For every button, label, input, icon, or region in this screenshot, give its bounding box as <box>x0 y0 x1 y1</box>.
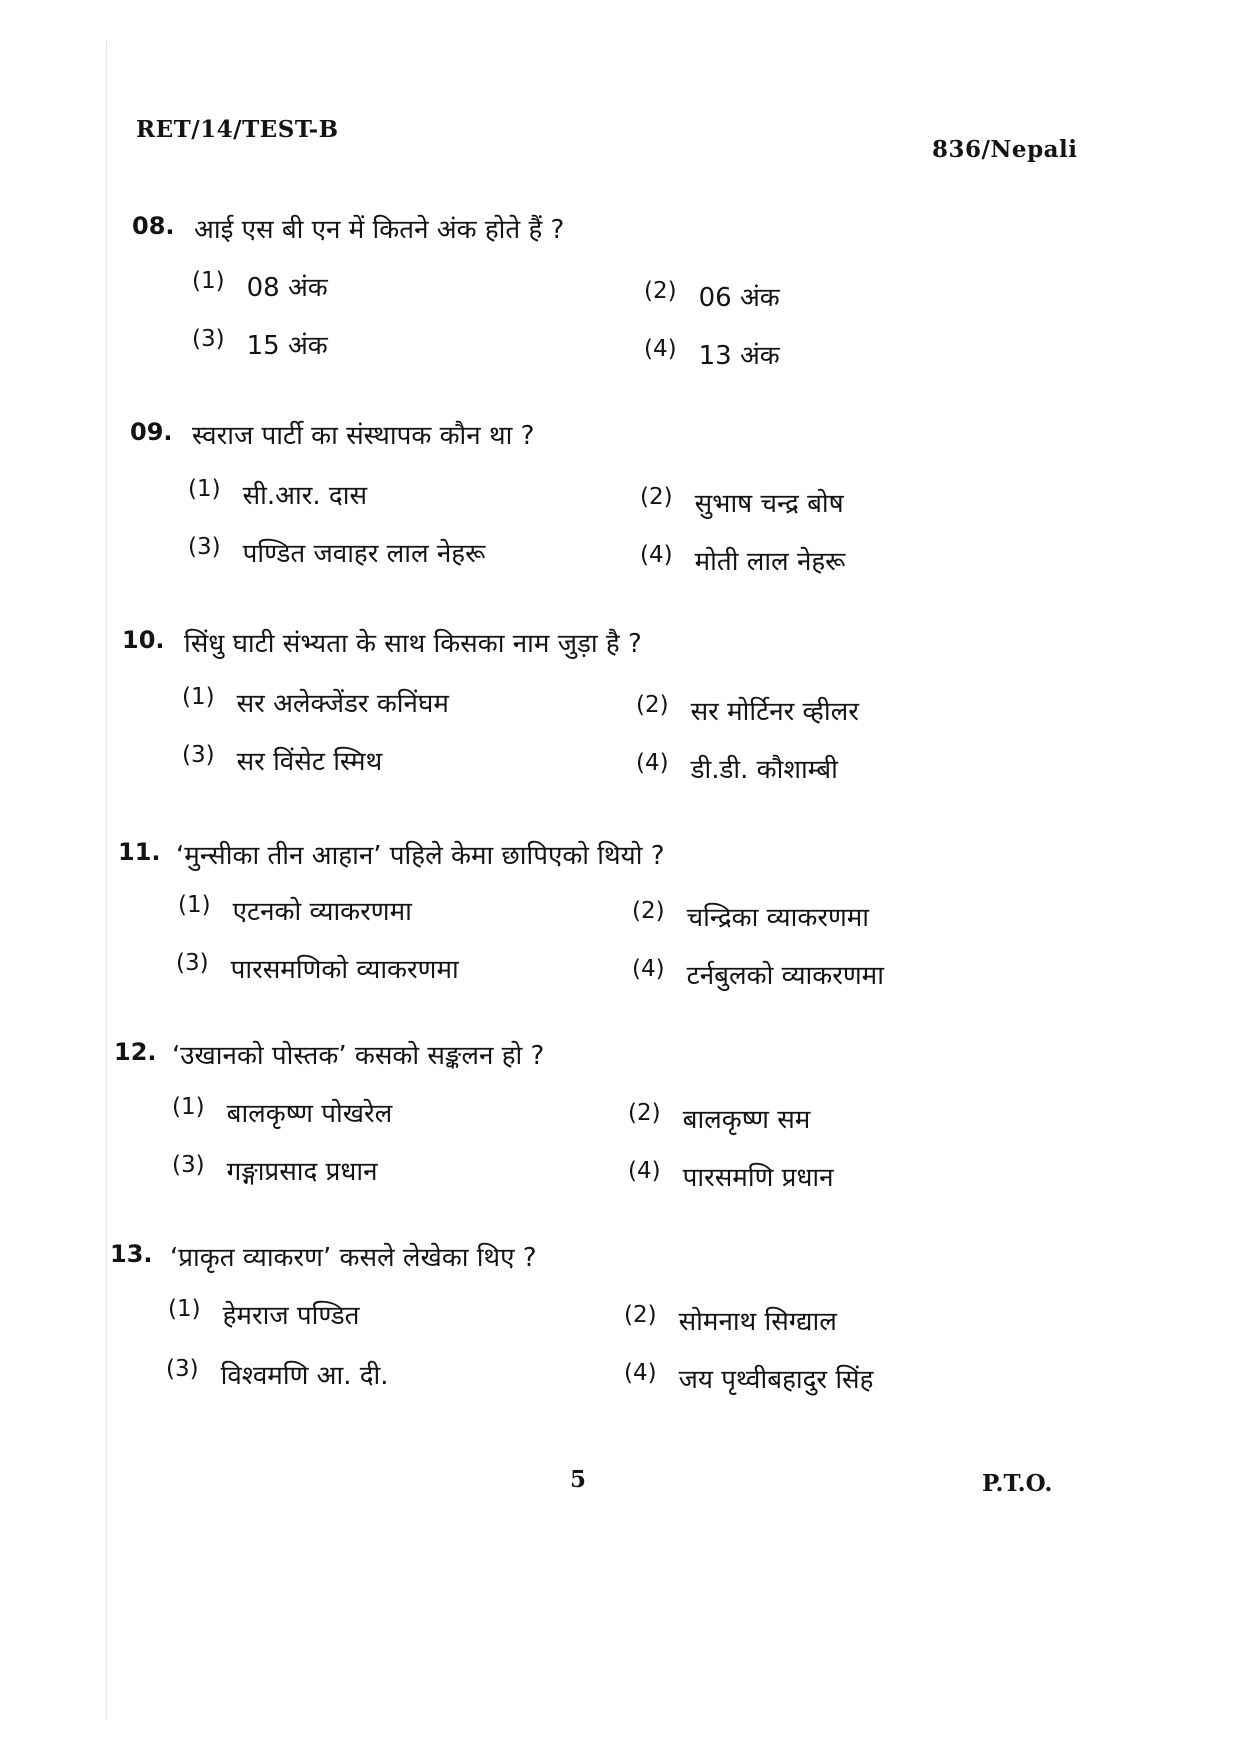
option-text: सी.आर. दास <box>242 481 368 511</box>
option-1 <box>178 892 412 928</box>
question-text: स्वराज पार्टी का संस्थापक कौन था ? <box>192 421 535 451</box>
option-number: (1) <box>182 684 215 710</box>
option-number: (3) <box>166 1356 199 1382</box>
option-text: डी.डी. कौशाम्बी <box>690 755 838 785</box>
option-number: (1) <box>188 476 221 502</box>
option-3 <box>166 1356 389 1392</box>
option-number: (3) <box>182 742 215 768</box>
question-number: 10. <box>122 626 165 654</box>
option-number: (2) <box>636 692 669 718</box>
option-1 <box>182 684 449 720</box>
option-number: (3) <box>192 326 225 352</box>
option-4 <box>624 1360 873 1396</box>
option-3 <box>192 326 328 362</box>
option-text: गङ्गाप्रसाद प्रधान <box>226 1157 378 1187</box>
option-4 <box>640 542 845 578</box>
option-1 <box>188 476 367 512</box>
option-3 <box>176 950 459 986</box>
option-number: (4) <box>632 956 665 982</box>
option-number: (4) <box>624 1360 657 1386</box>
option-2 <box>640 484 844 520</box>
option-text: सर मोर्टिनर व्हीलर <box>690 697 859 727</box>
option-4 <box>632 956 884 992</box>
option-2 <box>632 898 869 934</box>
option-number: (4) <box>636 750 669 776</box>
option-1 <box>172 1094 392 1130</box>
option-number: (2) <box>640 484 673 510</box>
option-number: (1) <box>172 1094 205 1120</box>
question-number: 13. <box>110 1240 153 1268</box>
option-number: (1) <box>192 268 225 294</box>
option-2 <box>628 1100 810 1136</box>
option-number: (4) <box>644 336 677 362</box>
option-4 <box>644 336 780 372</box>
option-number: (2) <box>632 898 665 924</box>
option-number: (4) <box>628 1158 661 1184</box>
option-3 <box>182 742 382 778</box>
option-number: (3) <box>176 950 209 976</box>
option-4 <box>636 750 838 786</box>
option-4 <box>628 1158 834 1194</box>
question-text: ‘मुन्सीका तीन आहान’ पहिले केमा छापिएको थियो ? <box>176 841 665 871</box>
option-text: विश्वमणि आ. दी. <box>220 1361 389 1391</box>
option-text: 13 अंक <box>698 341 780 371</box>
option-text: सोमनाथ सिग्द्याल <box>678 1307 837 1337</box>
option-text: 15 अंक <box>246 331 328 361</box>
option-number: (4) <box>640 542 673 568</box>
option-text: 06 अंक <box>698 283 780 313</box>
option-text: पारसमणि प्रधान <box>682 1163 834 1193</box>
option-text: सर विंसेट स्मिथ <box>236 747 383 777</box>
question-number: 11. <box>118 838 161 866</box>
option-text: टर्नबुलको व्याकरणमा <box>686 961 884 991</box>
question-number: 08. <box>132 212 175 240</box>
option-text: सर अलेक्जेंडर कनिंघम <box>236 689 449 719</box>
option-1 <box>192 268 328 304</box>
option-number: (3) <box>172 1152 205 1178</box>
question-number: 09. <box>130 418 173 446</box>
question-text: आई एस बी एन में कितने अंक होते हैं ? <box>194 215 565 245</box>
pto-label: P.T.O. <box>982 1470 1053 1497</box>
option-number: (3) <box>188 534 221 560</box>
option-text: हेमराज पण्डित <box>222 1301 360 1331</box>
option-number: (2) <box>644 278 677 304</box>
option-text: मोती लाल नेहरू <box>694 547 846 577</box>
question-text: ‘उखानको पोस्तक’ कसको सङ्कलन हो ? <box>172 1041 545 1071</box>
option-text: बालकृष्ण पोखरेल <box>226 1099 393 1129</box>
option-2 <box>624 1302 837 1338</box>
option-text: सुभाष चन्द्र बोष <box>694 489 844 519</box>
option-3 <box>188 534 485 570</box>
scan-margin-line <box>106 40 107 1720</box>
option-1 <box>168 1296 359 1332</box>
question-text: सिंधु घाटी संभ्यता के साथ किसका नाम जुड़ा है ? <box>184 629 642 659</box>
question-text: ‘प्राकृत व्याकरण’ कसले लेखेका थिए ? <box>170 1243 537 1273</box>
option-2 <box>644 278 780 314</box>
option-text: एटनको व्याकरणमा <box>232 897 412 927</box>
option-text: बालकृष्ण सम <box>682 1105 811 1135</box>
subject-code: 836/Nepali <box>932 136 1078 163</box>
option-number: (2) <box>624 1302 657 1328</box>
option-2 <box>636 692 859 728</box>
question-number: 12. <box>114 1038 157 1066</box>
option-3 <box>172 1152 378 1188</box>
option-text: जय पृथ्वीबहादुर सिंह <box>678 1365 874 1395</box>
option-number: (1) <box>178 892 211 918</box>
option-text: चन्द्रिका व्याकरणमा <box>686 903 870 933</box>
option-text: 08 अंक <box>246 273 328 303</box>
page-number: 5 <box>570 1466 587 1493</box>
option-text: पण्डित जवाहर लाल नेहरू <box>242 539 486 569</box>
paper-code: RET/14/TEST-B <box>136 116 339 143</box>
option-text: पारसमणिको व्याकरणमा <box>230 955 459 985</box>
option-number: (2) <box>628 1100 661 1126</box>
option-number: (1) <box>168 1296 201 1322</box>
